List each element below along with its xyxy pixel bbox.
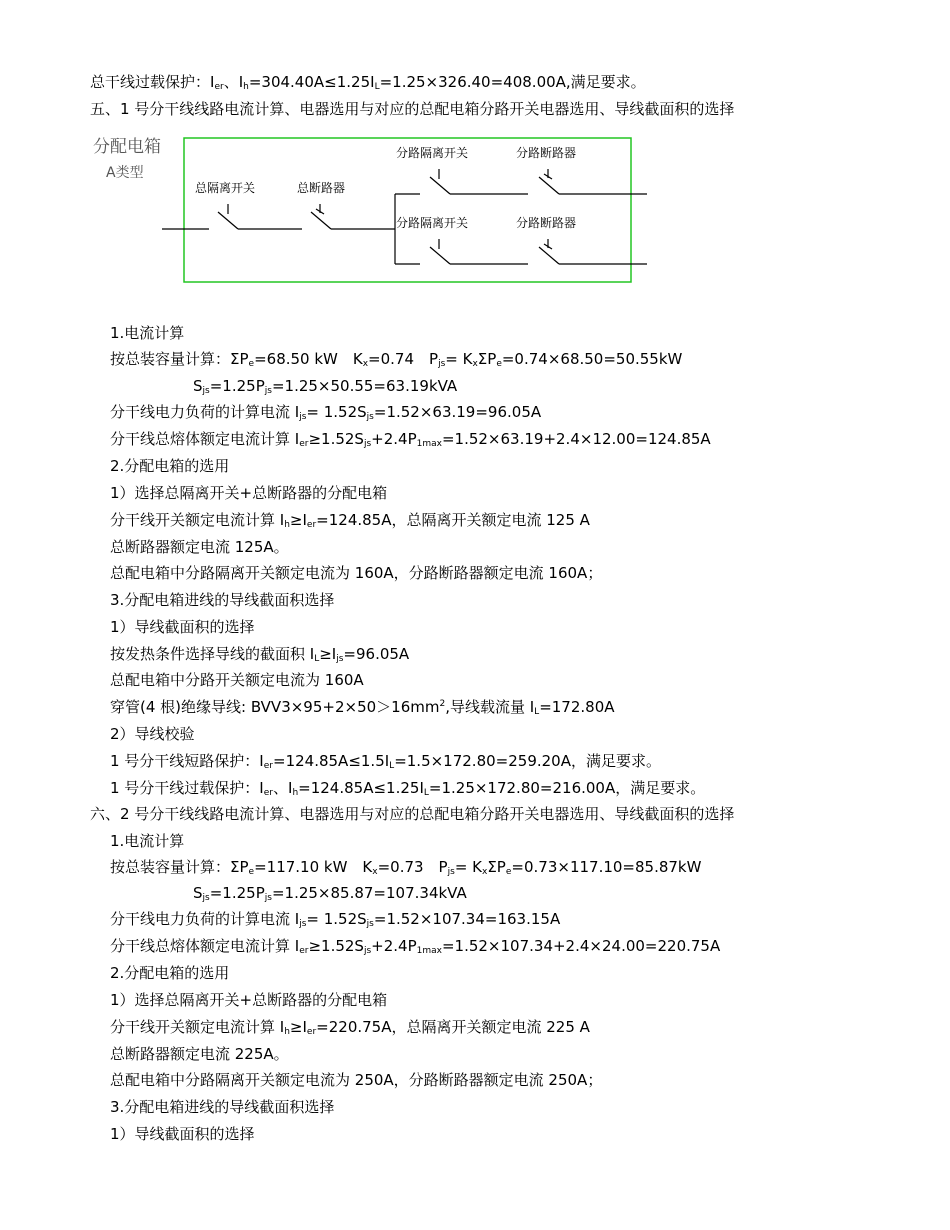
sec6-breaker-rating: 总断路器额定电流 225A。: [110, 1045, 289, 1063]
diagram-title: 分配电箱: [93, 137, 161, 157]
main-isolator-symbol: [218, 204, 302, 229]
sec6-box-title: 2.分配电箱的选用: [110, 964, 230, 982]
sec5-heat-condition: 按发热条件选择导线的截面积 $I_L\ge I_{js}=96.05A$: [110, 645, 410, 664]
branch-isolator-symbol-2: [430, 239, 528, 264]
sec6-wire-title: 3.分配电箱进线的导线截面积选择: [110, 1098, 335, 1116]
sec6-load-current: 分干线电力负荷的计算电流 $I_{js}= 1.52S_{js}=1.52\times 107.34=163.15A$: [110, 910, 561, 929]
main-breaker-label: 总断路器: [297, 181, 346, 195]
branch-isolator-label-1: 分路隔离开关: [396, 146, 469, 160]
sec6-fuse-current: 分干线总熔体额定电流计算 $I_{er}\ge 1.52S_{js}+2.4P_{1max}=1.52\times 107.34+2.4\times 24.00=220.75A$: [110, 937, 721, 956]
sec5-box-title: 2.分配电箱的选用: [110, 457, 230, 475]
sec6-branch-rating: 总配电箱中分路隔离开关额定电流为 250A，分路断路器额定电流 250A；: [110, 1071, 603, 1089]
branch-breaker-label-2: 分路断路器: [516, 216, 577, 230]
sec5-calc-title: 1.电流计算: [110, 324, 185, 342]
sec5-wire-title: 3.分配电箱进线的导线截面积选择: [110, 591, 335, 609]
sec6-calc-title: 1.电流计算: [110, 832, 185, 850]
sec6-calc-line-1: 按总装容量计算：$\Sigma P_e=117.10$ kW $K_x=0.73$ $P_{js}= K_x\Sigma P_e=0.73\times 117.10=85.87kW$: [110, 858, 702, 877]
main-isolator-label: 总隔离开关: [195, 181, 256, 195]
section-5-heading: 五、1 号分干线线路电流计算、电器选用与对应的总配电箱分路开关电器选用、导线截面积的选择: [90, 100, 735, 118]
sec5-calc-line-1: 按总装容量计算：$\Sigma P_e=68.50$ kW $K_x=0.74$ $P_{js}= K_x\Sigma P_e=0.74\times 68.50=50.55kW$: [110, 350, 683, 369]
sec5-short-circuit: 1 号分干线短路保护：$I_{er}=124.85A\le 1.5I_L=1.5\times 172.80=259.20A$，满足要求。: [110, 752, 661, 771]
sec6-calc-line-2: $S_{js}=1.25P_{js}=1.25\times 85.87=107.34kVA$: [193, 884, 467, 903]
main-breaker-symbol: [311, 204, 395, 229]
sec5-switch-rating: 分干线开关额定电流计算 $I_h\ge I_{er}=124.85A$，总隔离开关额定电流 125 A: [110, 511, 590, 530]
branch-isolator-label-2: 分路隔离开关: [396, 216, 469, 230]
distribution-box-diagram: [0, 130, 950, 290]
sec5-breaker-rating: 总断路器额定电流 125A。: [110, 538, 289, 556]
diagram-type-label: A类型: [106, 165, 144, 181]
branch-isolator-symbol-1: [430, 169, 528, 194]
sec5-wire-sub: 1）导线截面积的选择: [110, 618, 255, 636]
sec5-fuse-current: 分干线总熔体额定电流计算 $I_{er}\ge 1.52S_{js}+2.4P_{1max}=1.52\times 63.19+2.4\times 12.00=124.85A$: [110, 430, 711, 449]
total-overload-line: 总干线过载保护：$I_{er}$、$I_h=304.40A\le 1.25I_L=1.25\times 326.40=408.00A$,满足要求。: [90, 73, 646, 92]
sec5-load-current: 分干线电力负荷的计算电流 $I_{js}= 1.52S_{js}=1.52\times 63.19=96.05A$: [110, 403, 542, 422]
sec5-box-sub: 1）选择总隔离开关+总断路器的分配电箱: [110, 484, 388, 502]
sec6-box-sub: 1）选择总隔离开关+总断路器的分配电箱: [110, 991, 388, 1009]
sec5-calc-line-2: $S_{js}=1.25P_{js}=1.25\times 50.55=63.19kVA$: [193, 377, 458, 396]
section-6-heading: 六、2 号分干线线路电流计算、电器选用与对应的总配电箱分路开关电器选用、导线截面积的选择: [90, 805, 735, 823]
sec6-wire-sub: 1）导线截面积的选择: [110, 1125, 255, 1143]
sec5-overload: 1 号分干线过载保护：$I_{er}$、$I_h=124.85A\le 1.25I_L=1.25\times 172.80=216.00A$，满足要求。: [110, 779, 706, 798]
sec5-conduit: 穿管(4 根)绝缘导线: $BVV3\times 95+2\times 50>16mm^2$,导线载流量 $I_L=172.80A$: [110, 698, 615, 717]
branch-breaker-label-1: 分路断路器: [516, 146, 577, 160]
sec5-check-title: 2）导线校验: [110, 725, 195, 743]
sec6-switch-rating: 分干线开关额定电流计算 $I_h\ge I_{er}=220.75A$，总隔离开关额定电流 225 A: [110, 1018, 590, 1037]
sec5-branch-rating: 总配电箱中分路隔离开关额定电流为 160A，分路断路器额定电流 160A；: [110, 564, 603, 582]
sec5-branch-switch: 总配电箱中分路开关额定电流为 160A: [110, 671, 364, 689]
